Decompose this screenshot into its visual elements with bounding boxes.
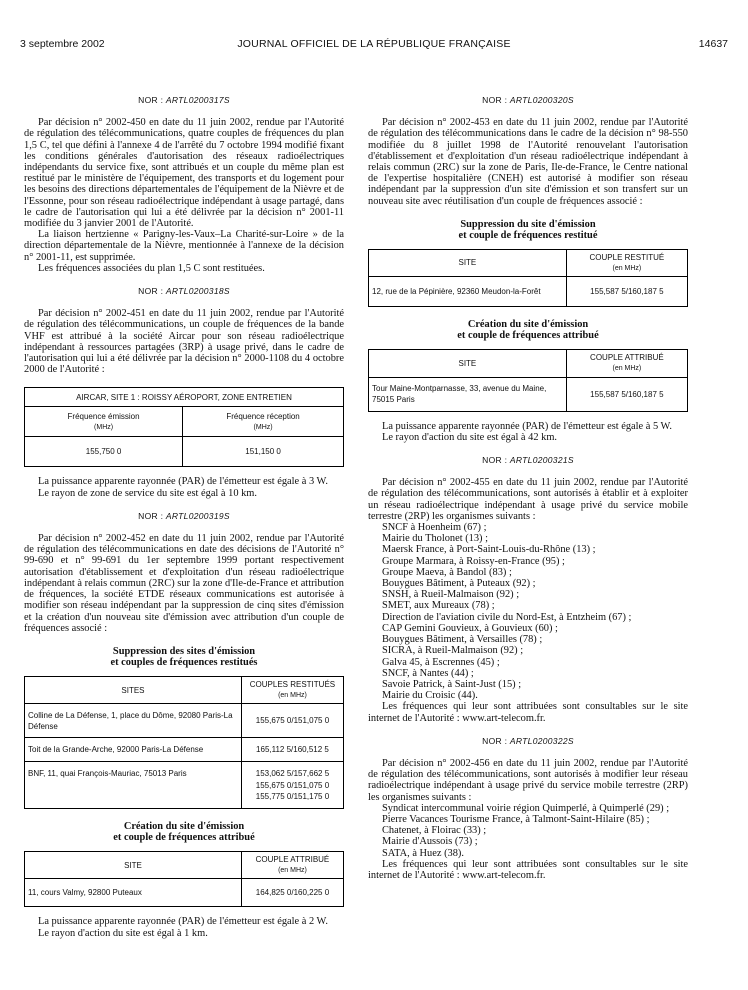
- table-cell: 155,675 0/151,075 0: [241, 704, 343, 738]
- paragraph: La liaison hertzienne « Parigny-les-Vaux–La Charité-sur-Loire » de la direction départementale de la Nièvre, mentionnée à l'annexe de la décision n° 2001-11, est supprimée.: [24, 229, 344, 263]
- column-header: COUPLE ATTRIBUÉ (en MHz): [566, 350, 687, 377]
- list-item: Direction de l'aviation civile du Nord-Est, à Entzheim (67) ;: [382, 611, 632, 623]
- table-cell: 155,587 5/160,187 5: [566, 377, 687, 411]
- created-site-table: [368, 349, 688, 411]
- column-header: COUPLE ATTRIBUÉ (en MHz): [241, 851, 343, 878]
- list-item: CAP Gemini Gouvieux, à Gouvieux (60) ;: [382, 622, 558, 634]
- paragraph: La puissance apparente rayonnée (PAR) de l'émetteur est égale à 2 W.: [38, 916, 329, 928]
- table-cell: BNF, 11, quai François-Mauriac, 75013 Paris: [25, 762, 242, 809]
- table-cell: 151,150 0: [183, 437, 344, 467]
- list-item: SMET, aux Mureaux (78) ;: [382, 600, 495, 612]
- list-item: SNCF à Hoenheim (67) ;: [382, 522, 487, 534]
- header-journal-title: JOURNAL OFFICIEL DE LA RÉPUBLIQUE FRANÇAISE: [237, 38, 511, 50]
- nor-reference: NOR : ARTL0200321S: [482, 455, 574, 466]
- paragraph: Les fréquences qui leur sont attribuées sont consultables sur le site internet de l'Autorité : www.art-telecom.fr.: [368, 701, 688, 724]
- section-title: Création du site d'émission et couple de fréquences attribué: [113, 820, 255, 843]
- column-header: SITE: [25, 851, 242, 878]
- organisms-list: [368, 803, 688, 859]
- paragraph: La puissance apparente rayonnée (PAR) de l'émetteur est égale à 3 W.: [38, 476, 329, 488]
- paragraph: Les fréquences associées du plan 1,5 C sont restituées.: [38, 262, 265, 274]
- column-header: SITE: [369, 350, 567, 377]
- list-item: Bouygues Bâtiment, à Puteaux (92) ;: [382, 578, 536, 590]
- table-cell: 164,825 0/160,225 0: [241, 879, 343, 907]
- list-item: Groupe Marmara, à Roissy-en-France (95) ;: [382, 555, 565, 567]
- page-header: [20, 38, 728, 54]
- paragraph: Par décision n° 2002-451 en date du 11 juin 2002, rendue par l'Autorité de régulation des télécommunications, un couple de fréquences de la bande VHF est attribué à la société Aircar pour son réseau radioélectrique indépendant à ressources partagées (3RP) à usage privé, dans le cadre de l'autorisation qui lui a été délivrée par la décision n° 2000-1108 du 4 octobre 2000 de l'Autorité :: [24, 308, 344, 376]
- list-item: Chatenet, à Floirac (33) ;: [382, 825, 487, 837]
- list-item: SNCF, à Nantes (44) ;: [382, 667, 474, 679]
- paragraph: Le rayon d'action du site est égal à 1 km.: [38, 927, 208, 939]
- suppressed-site-table: [368, 249, 688, 307]
- paragraph: Par décision n° 2002-456 en date du 11 juin 2002, rendue par l'Autorité de régulation des télécommunications, sont autorisés à modifier leur réseau radioélectrique indépendant à usage privé du service mobile terrestre (2RP) les organismes suivants :: [368, 757, 688, 803]
- nor-reference: NOR : ARTL0200319S: [138, 510, 230, 521]
- nor-reference: NOR : ARTL0200317S: [138, 95, 230, 105]
- section-title: Suppression des sites d'émission et couples de fréquences restitués: [110, 645, 258, 668]
- paragraph: La puissance apparente rayonnée (PAR) de l'émetteur est égale à 5 W.: [382, 420, 673, 432]
- organisms-list: [368, 522, 688, 701]
- created-site-table: [24, 851, 344, 907]
- section-title: Suppression du site d'émission et couple de fréquences restitué: [458, 218, 598, 241]
- table-cell: Tour Maine-Montparnasse, 33, avenue du Maine, 75015 Paris: [369, 377, 567, 411]
- table-cell: 11, cours Valmy, 92800 Puteaux: [25, 879, 242, 907]
- column-header: SITE: [369, 249, 567, 276]
- column-header: COUPLE RESTITUÉ (en MHz): [566, 249, 687, 276]
- nor-reference: NOR : ARTL0200322S: [482, 735, 574, 746]
- paragraph: Par décision n° 2002-452 en date du 11 juin 2002, rendue par l'Autorité de régulation des télécommunications en date des décisions de l'Autorité n° 99-690 et n° 99-691 du 1er septembre 1999 portant respectivement autorisation d'établissement et d'exploitation d'un réseau radioélectrique indépendant à relais commun (2RC) sur la zone d'Ile-de-France et attribution de fréquences, la société ETDE réseaux communications est autorisée à modifier son réseau indépendant par la suppression de cinq sites d'émission et la création d'un nouveau site d'émission avec attribution d'un couple de fréquences associé :: [24, 533, 344, 634]
- table-cell: Toit de la Grande-Arche, 92000 Paris-La Défense: [25, 738, 242, 762]
- list-item: Bouygues Bâtiment, à Versailles (78) ;: [382, 634, 543, 646]
- table-cell: 155,587 5/160,187 5: [566, 277, 687, 307]
- paragraph: Par décision n° 2002-450 en date du 11 juin 2002, rendue par l'Autorité de régulation des télécommunications, quatre couples de fréquences du plan 1,5 C, tel que défini à l'annexe 4 de l'arrêté du 7 octobre 1994 modifié fixant les conditions générales d'autorisation des réseaux radioélectriques indépendants du service fixe, sont attribués et un couple du même plan est restitué par le ministère de l'équipement, des transports et du logement pour les besoins des directions départementales de l'équipement de la Nièvre et de l'Essonne, pour son réseau radioélectrique indépendant à usage partagé, dans le cadre de l'autorisation qui lui a été délivrée par la décision n° 2001-11 modifiée du 3 janvier 2001 de l'Autorité.: [24, 117, 344, 230]
- list-item: Pierre Vacances Tourisme France, à Talmont-Saint-Hilaire (85) ;: [382, 813, 650, 825]
- paragraph: Le rayon de zone de service du site est égal à 10 km.: [38, 487, 257, 499]
- table-title: AIRCAR, SITE 1 : ROISSY AÉROPORT, ZONE ENTRETIEN: [25, 388, 344, 407]
- list-item: Mairie du Tholonet (13) ;: [382, 533, 489, 545]
- list-item: SICRA, à Rueil-Malmaison (92) ;: [382, 645, 524, 657]
- header-date: 3 septembre 2002: [20, 38, 105, 50]
- right-column: [368, 95, 688, 881]
- nor-reference: NOR : ARTL0200318S: [138, 286, 230, 297]
- list-item: Groupe Maeva, à Bandol (83) ;: [382, 566, 512, 578]
- suppressed-sites-table: [24, 676, 344, 809]
- column-header: COUPLES RESTITUÉS (en MHz): [241, 676, 343, 703]
- list-item: SATA, à Huez (38).: [382, 847, 464, 859]
- list-item: Syndicat intercommunal voirie région Quimperlé, à Quimperlé (29) ;: [382, 802, 670, 814]
- paragraph: Par décision n° 2002-455 en date du 11 juin 2002, rendue par l'Autorité de régulation des télécommunications, sont autorisés à établir et à exploiter un réseau radioélectrique indépendant à usage privé du service mobile terrestre (2RP) les organismes suivants :: [368, 477, 688, 522]
- paragraph: Les fréquences qui leur sont attribuées sont consultables sur le site internet de l'Autorité : www.art-telecom.fr.: [368, 858, 688, 881]
- column-header: Fréquence émission (MHz): [25, 407, 183, 437]
- column-header: SITES: [25, 676, 242, 703]
- list-item: Maersk France, à Port-Saint-Louis-du-Rhône (13) ;: [382, 544, 596, 556]
- paragraph: Par décision n° 2002-453 en date du 11 juin 2002, rendue par l'Autorité de régulation des télécommunications dans le cadre de la décision n° 98-550 modifiée du 8 juillet 1998 de l'Autorité renouvelant l'autorisation d'établissement et d'exploitation d'un réseau radioélectrique indépendant à relais commun (2RC) sur la zone de Paris, Ile-de-France, le Centre national de l'expertise hospitalière (CNEH) est autorisé à modifier son réseau indépendant par la suppression d'un site d'émission et son transfert sur un nouveau site avec réutilisation d'un couple de fréquences associé :: [368, 117, 688, 207]
- table-cell: 165,112 5/160,512 5: [241, 738, 343, 762]
- table-cell: Colline de La Défense, 1, place du Dôme, 92080 Paris-La Défense: [25, 704, 242, 738]
- table-cell: 12, rue de la Pépinière, 92360 Meudon-la-Forêt: [369, 277, 567, 307]
- list-item: Savoie Patrick, à Saint-Just (15) ;: [382, 678, 522, 690]
- table-cell: 155,750 0: [25, 437, 183, 467]
- left-column: [24, 95, 344, 939]
- list-item: SNSH, à Rueil-Malmaison (92) ;: [382, 589, 520, 601]
- list-item: Galva 45, à Escrennes (45) ;: [382, 656, 500, 668]
- paragraph: Le rayon d'action du site est égal à 42 km.: [382, 431, 557, 443]
- list-item: Mairie du Croisic (44).: [382, 690, 478, 702]
- aircar-frequency-table: [24, 387, 344, 467]
- list-item: Mairie d'Aussois (73) ;: [382, 836, 478, 848]
- table-cell: 153,062 5/157,662 5 155,675 0/151,075 0 155,775 0/151,175 0: [241, 762, 343, 809]
- nor-reference: NOR : ARTL0200320S: [482, 95, 574, 105]
- header-page-number: 14637: [698, 38, 728, 50]
- section-title: Création du site d'émission et couple de fréquences attribué: [457, 319, 599, 342]
- column-header: Fréquence réception (MHz): [183, 407, 344, 437]
